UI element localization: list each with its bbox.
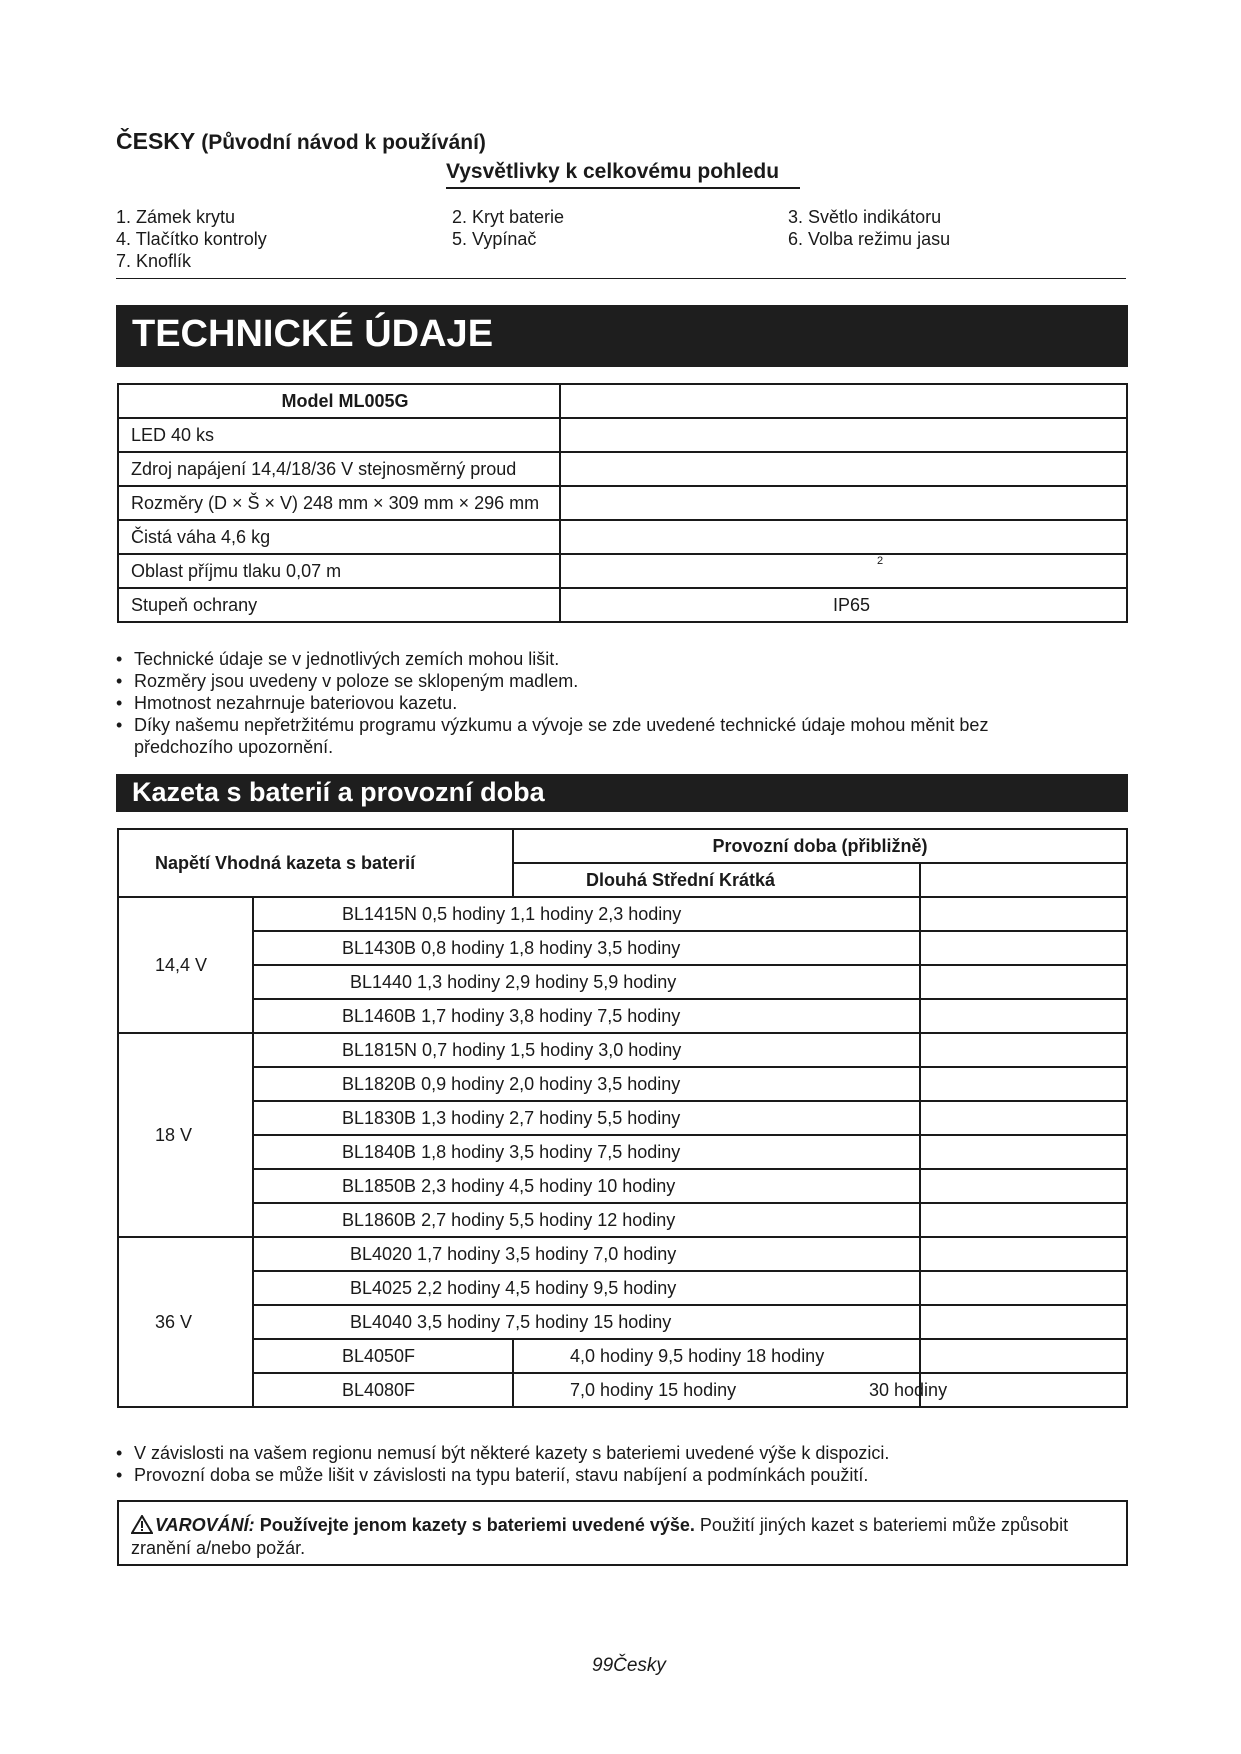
list-item: Technické údaje se v jednotlivých zemích mohou lišit. [134,649,560,669]
table-row [118,1101,1127,1135]
battery-row: BL1840B 1,8 hodiny 3,5 hodiny 7,5 hodiny [253,1135,920,1169]
spec-value [560,384,1127,418]
table-row [118,829,1127,863]
battery-row: BL1815N 0,7 hodiny 1,5 hodiny 3,0 hodiny [253,1033,920,1067]
spec-value [560,418,1127,452]
list-item: Provozní doba se může lišit v závislosti na typu baterií, stavu nabíjení a podmínkách použití. [134,1465,869,1485]
list-item: Díky našemu nepřetržitému programu výzkumu a vývoje se zde uvedené technické údaje mohou měnit bez předchozího upozornění. [134,715,989,757]
specs-banner: TECHNICKÉ ÚDAJE [116,305,1128,367]
battery-row: BL1850B 2,3 hodiny 4,5 hodiny 10 hodiny [253,1169,920,1203]
warning-label: VAROVÁNÍ: [155,1515,255,1535]
divider [116,278,1126,279]
battery-row: BL1820B 0,9 hodiny 2,0 hodiny 3,5 hodiny [253,1067,920,1101]
list-item: Rozměry jsou uvedeny v poloze se sklopeným madlem. [134,671,579,691]
table-row [118,1169,1127,1203]
overview-subtitle: Vysvětlivky k celkovému pohledu [446,160,780,183]
specs-table [117,383,1128,623]
battery-subheader: Dlouhá Střední Krátká [513,863,920,897]
battery-table [117,828,1128,1408]
battery-header-left: Napětí Vhodná kazeta s baterií [118,829,513,897]
spec-value: IP65 [560,588,1127,622]
legend-item: 4. Tlačítko kontroly [116,229,267,249]
language-heading [116,128,486,155]
battery-row: BL1830B 1,3 hodiny 2,7 hodiny 5,5 hodiny [253,1101,920,1135]
table-row [118,384,1127,418]
warning-icon [131,1515,153,1534]
voltage-cell: 18 V [118,1033,253,1237]
table-row [118,1339,1127,1373]
spec-value [560,520,1127,554]
battery-row: BL1440 1,3 hodiny 2,9 hodiny 5,9 hodiny [253,965,920,999]
battery-header-right: Provozní doba (přibližně) [513,829,1127,863]
legend-item: 1. Zámek krytu [116,207,236,227]
list-item: Hmotnost nezahrnuje bateriovou kazetu. [134,693,458,713]
warning-box [117,1500,1128,1566]
language-label: ČESKY [116,128,195,154]
battery-row: BL1460B 1,7 hodiny 3,8 hodiny 7,5 hodiny [253,999,920,1033]
spec-label: Stupeň ochrany [118,588,560,622]
legend-item: 3. Světlo indikátoru [788,207,942,227]
spec-label: Čistá váha 4,6 kg [118,520,560,554]
battery-row: BL4020 1,7 hodiny 3,5 hodiny 7,0 hodiny [253,1237,920,1271]
table-row [118,520,1127,554]
battery-model: BL4050F [253,1339,513,1373]
legend-item: 6. Volba režimu jasu [788,229,951,249]
spec-label: Rozměry (D × Š × V) 248 mm × 309 mm × 296 mm [118,486,560,520]
spec-model: Model ML005G [118,384,560,418]
subtitle-underline [446,187,800,189]
spec-label: LED 40 ks [118,418,560,452]
warning-text: Použití jiných kazet s bateriemi může způsobit zranění a/nebo požár. [131,1515,1069,1558]
table-row [118,965,1127,999]
spec-label: Oblast příjmu tlaku 0,07 m [118,554,560,588]
table-row [118,897,1127,931]
table-row [118,931,1127,965]
battery-model: BL4080F [253,1373,513,1407]
battery-notes: • V závislosti na vašem regionu nemusí být některé kazety s bateriemi uvedené výše k dispozici. • Provozní doba se může lišit v závislosti na typu baterií, stavu nabíjení a podmínkách použití. [116,1443,890,1485]
table-row [118,1067,1127,1101]
spec-value: 2 [560,554,1127,588]
battery-banner: Kazeta s baterií a provozní doba [116,774,1128,812]
table-row [118,1237,1127,1271]
page-footer: 99Česky [592,1655,666,1676]
voltage-cell: 14,4 V [118,897,253,1033]
battery-row: BL1415N 0,5 hodiny 1,1 hodiny 2,3 hodiny [253,897,920,931]
table-row [118,588,1127,622]
table-row [118,1203,1127,1237]
spec-value [560,452,1127,486]
table-row [118,418,1127,452]
battery-extra [920,1339,1127,1373]
battery-times: 7,0 hodiny 15 hodiny [513,1373,920,1407]
list-item: V závislosti na vašem regionu nemusí být některé kazety s bateriemi uvedené výše k dispozici. [134,1443,890,1463]
table-row [118,452,1127,486]
spec-value [560,486,1127,520]
legend-item: 2. Kryt baterie [452,207,565,227]
battery-row: BL1860B 2,7 hodiny 5,5 hodiny 12 hodiny [253,1203,920,1237]
spec-notes: • Technické údaje se v jednotlivých zemích mohou lišit. • Rozměry jsou uvedeny v poloze se sklopeným madlem. • Hmotnost nezahrnuje bateriovou kazetu. • Díky našemu nepřetržitému programu výzkumu a vývoje se zde uvedené technické údaje mohou měnit bez předchozího upozornění. [116,648,1076,758]
warning-bold-text: Používejte jenom kazety s bateriemi uvedené výše. [259,1515,695,1535]
battery-extra: 30 hodiny [920,1373,1127,1407]
table-row [118,1271,1127,1305]
table-row [118,486,1127,520]
battery-row: BL1430B 0,8 hodiny 1,8 hodiny 3,5 hodiny [253,931,920,965]
legend-item: 7. Knoflík [116,251,192,271]
table-row [118,1135,1127,1169]
battery-row: BL4025 2,2 hodiny 4,5 hodiny 9,5 hodiny [253,1271,920,1305]
spec-label: Zdroj napájení 14,4/18/36 V stejnosměrný proud [118,452,560,486]
voltage-cell: 36 V [118,1237,253,1407]
language-subtitle: (Původní návod k používání) [201,131,486,154]
table-row [118,1373,1127,1407]
table-row [118,999,1127,1033]
table-row [118,554,1127,588]
battery-row: BL4040 3,5 hodiny 7,5 hodiny 15 hodiny [253,1305,920,1339]
battery-times: 4,0 hodiny 9,5 hodiny 18 hodiny [513,1339,920,1373]
table-row [118,1305,1127,1339]
table-row [118,1033,1127,1067]
legend-item: 5. Vypínač [452,229,537,249]
